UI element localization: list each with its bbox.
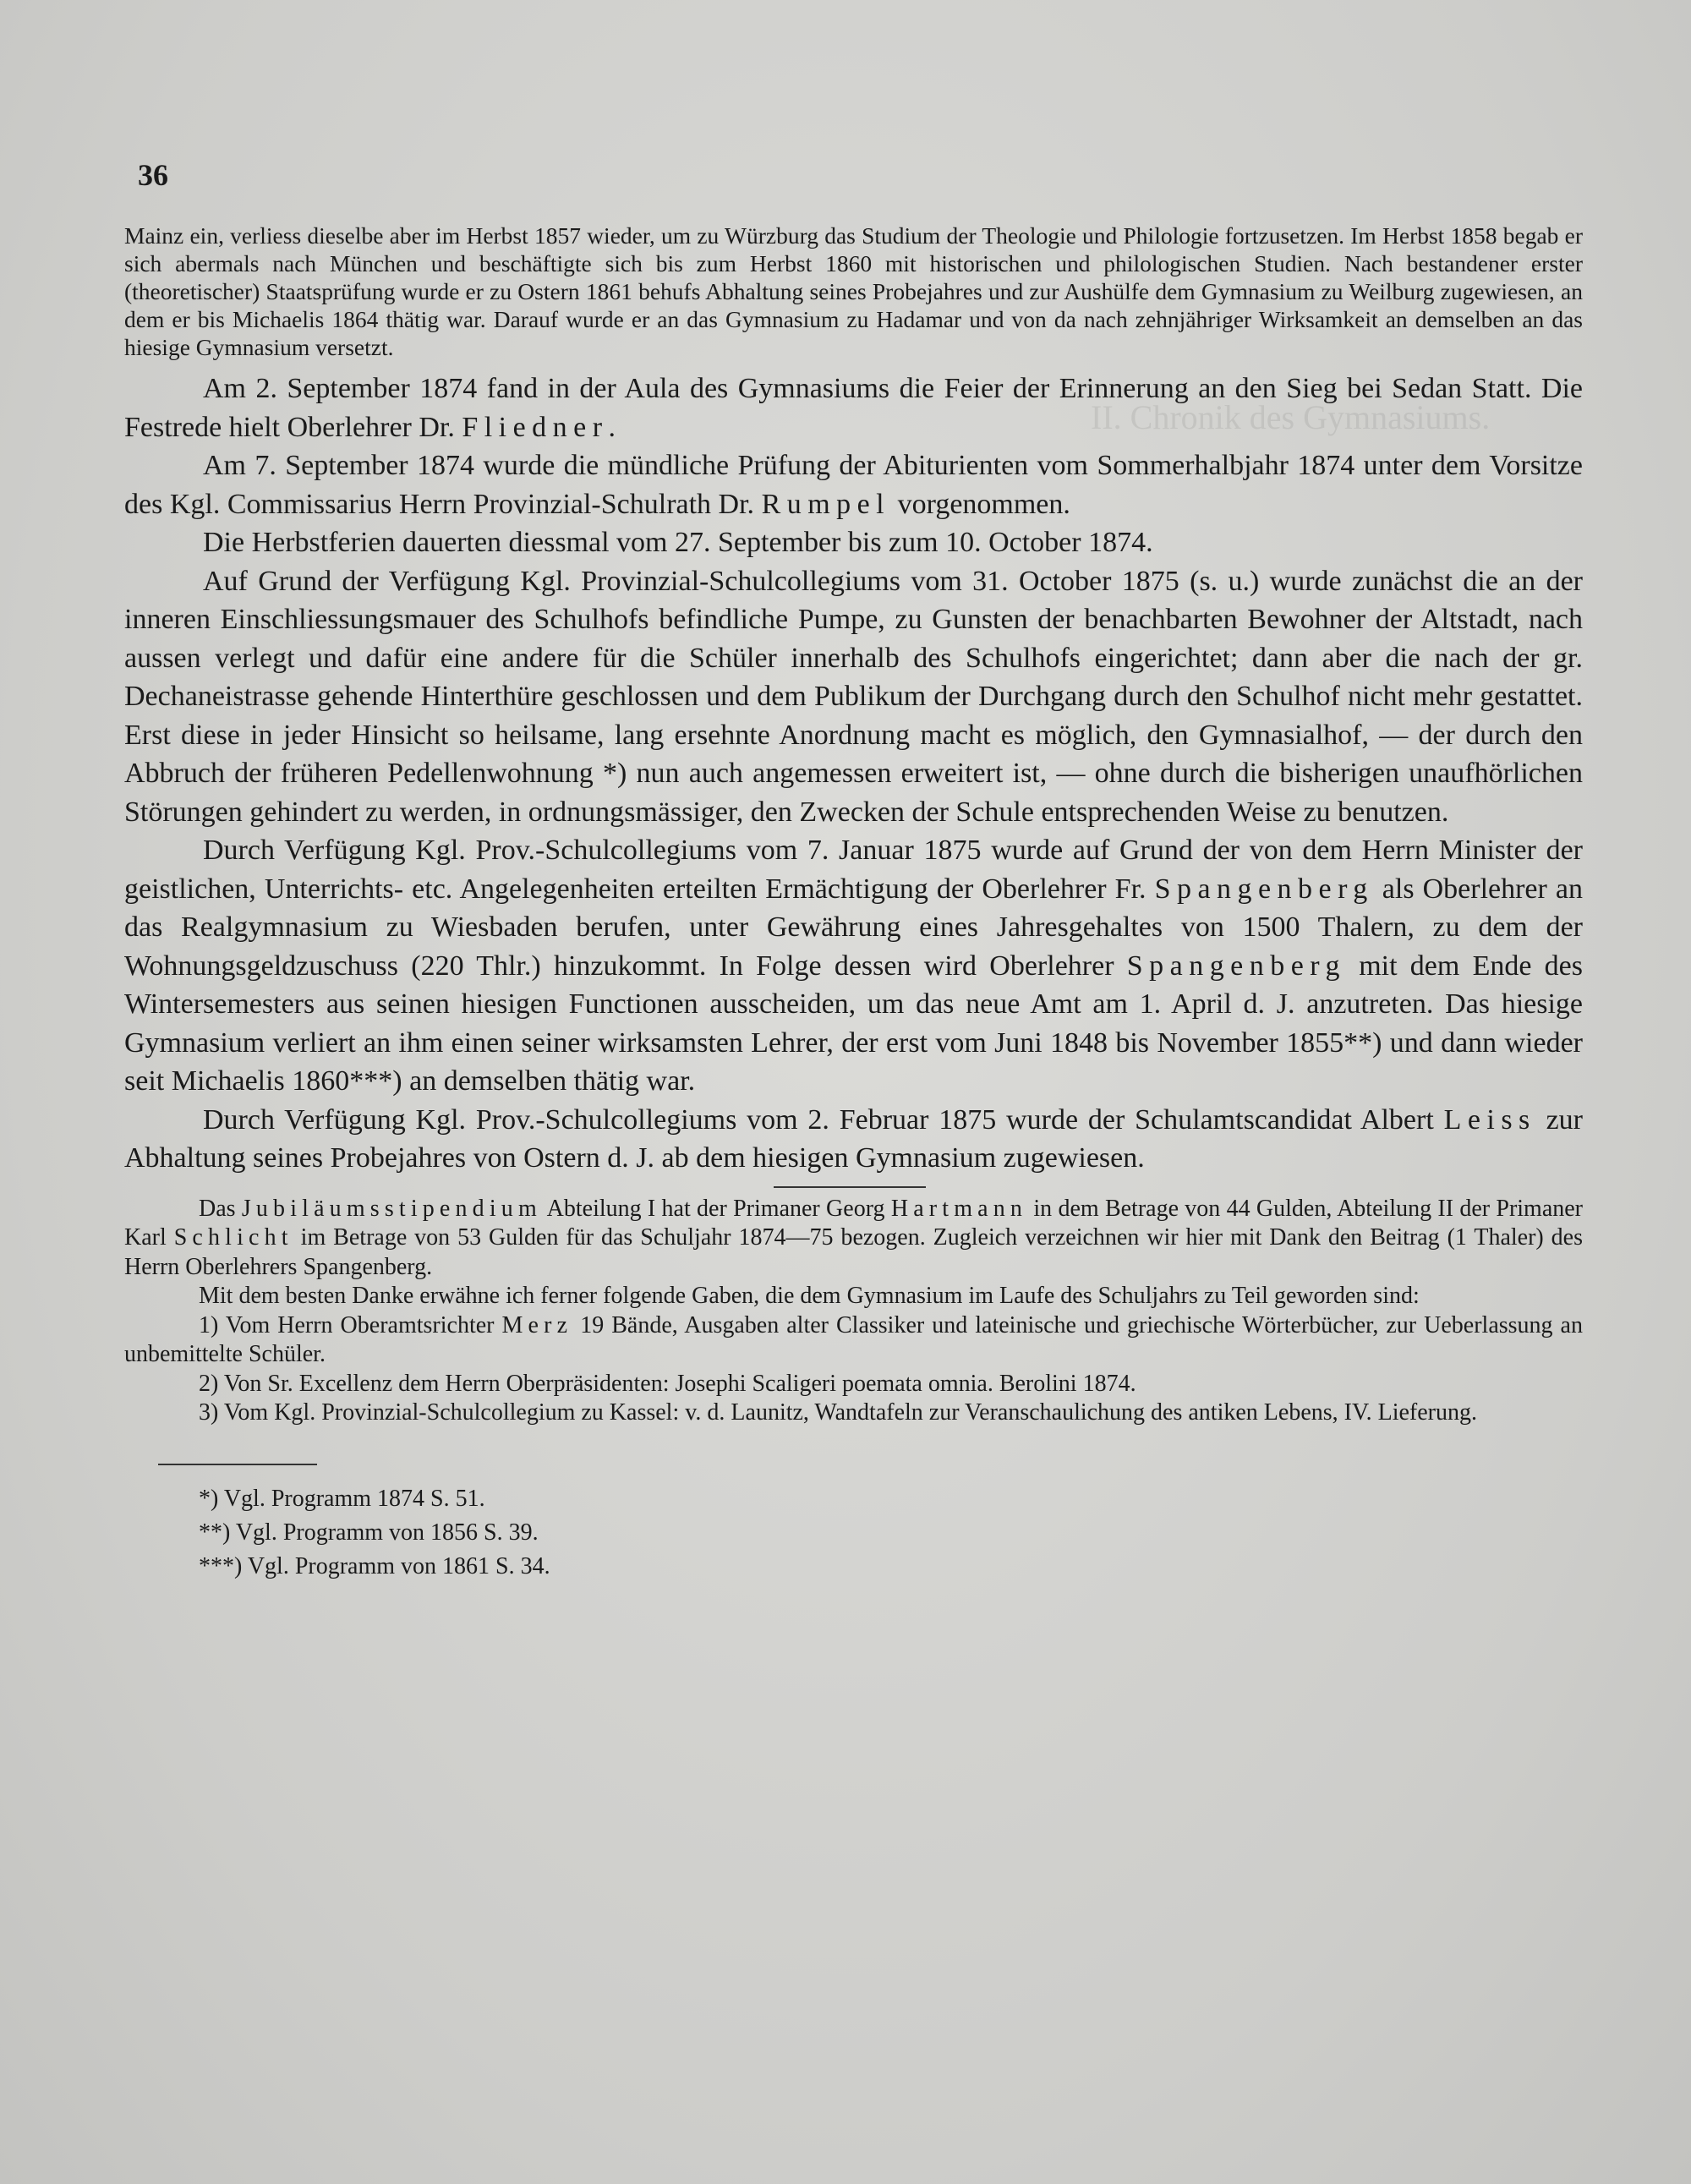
paragraph-leiss-appointment: Durch Verfügung Kgl. Prov.-Schulcollegiums vom 2. Februar 1875 wurde der Schulamtscandidat Albert Leiss zur Abhaltung seines Probejahres von Ostern d. J. ab dem hiesigen Gymnasium zugewiesen. — [124, 1103, 1583, 1174]
show-through-text: II. Chronik des Gymnasiums. — [1091, 398, 1491, 436]
person-name: Rumpel — [761, 488, 891, 520]
person-name: Schlicht — [173, 1224, 293, 1251]
footnote: **) Vgl. Programm von 1856 S. 39. — [199, 1519, 539, 1546]
paragraph-gifts-intro: Mit dem besten Danke erwähne ich ferner folgende Gaben, die dem Gymnasium im Laufe des Schuljahrs zu Teil geworden sind: — [199, 1283, 1420, 1309]
person-name: Spangenberg — [1126, 950, 1346, 982]
gift-item: 1) Vom Herrn Oberamtsrichter Merz 19 Bände, Ausgaben alter Classiker und lateinische und griechische Wörterbücher, zur Ueberlassung an unbemittelte Schüler. — [124, 1311, 1583, 1367]
paragraph-abitur-exam: Am 7. September 1874 wurde die mündliche Prüfung der Abiturienten vom Sommerhalbjahr 1874 unter dem Vorsitze des Kgl. Commissarius Herrn Provinzial-Schulrath Dr. Rumpel vorgenommen. — [124, 450, 1583, 520]
gift-item: 3) Vom Kgl. Provinzial-Schulcollegium zu Kassel: v. d. Launitz, Wandtafeln zur Veranschaulichung des antiken Lebens, IV. Lieferung. — [199, 1399, 1477, 1426]
footnote-rule — [158, 1464, 317, 1465]
person-name: Merz — [501, 1311, 573, 1338]
gift-item: 2) Von Sr. Excellenz dem Herrn Oberpräsidenten: Josephi Scaligeri poemata omnia. Berolini 1874. — [199, 1370, 1136, 1397]
person-name: Hartmann — [890, 1195, 1028, 1222]
continued-paragraph: Mainz ein, verliess dieselbe aber im Herbst 1857 wieder, um zu Würzburg das Studium der Theologie und Philologie fortzusetzen. Im Herbst 1858 begab er sich abermals nach München und beschäftigte sich bis zum Herbst 1860 mit historischen und philologischen Studien. Nach bestandener erster (theoretischer) Staatsprüfung wurde er zu Ostern 1861 behufs Abhaltung seines Probejahres und zur Aushülfe dem Gymnasium zu Weilburg zugewiesen, an dem er bis Michaelis 1864 thätig war. Darauf wurde er an das Gymnasium zu Hadamar und von da nach zehnjähriger Wirksamkeit an demselben an das hiesige Gymnasium versetzt. — [124, 222, 1583, 360]
paragraph-school-pump: Auf Grund der Verfügung Kgl. Provinzial-Schulcollegiums vom 31. October 1875 (s. u.) wurde zunächst die an der inneren Einschliessungsmauer des Schulhofs befindliche Pumpe, zu Gunsten der benachbarten Bewohner der Altstadt, nach aussen verlegt und dafür eine andere für die Schüler innerhalb des Schulhofs eingerichtet; dann aber die nach der gr. Dechaneistrasse gehende Hinterthüre geschlossen und dem Publikum der Durchgang durch den Schulhof nicht mehr gestattet. Erst diese in jeder Hinsicht so heilsame, lang ersehnte Anordnung macht es möglich, den Gymnasialhof, — der durch den Abbruch der früheren Pedellenwohnung *) nun auch angemessen erweitert ist, — ohne durch die bisherigen unaufhörlichen Störungen gehindert zu werden, in ordnungsmässiger, den Zwecken der Schule entsprechenden Weise zu benutzen. — [124, 565, 1583, 828]
paragraph-sedan-celebration: Am 2. September 1874 fand in der Aula des Gymnasiums die Feier der Erinnerung an den Sieg bei Sedan Statt. Die Festrede hielt Oberlehrer Dr. Fliedner. — [124, 373, 1583, 443]
footnote: ***) Vgl. Programm von 1861 S. 34. — [199, 1552, 550, 1579]
person-name: Spangenberg — [1154, 873, 1374, 905]
footnote: *) Vgl. Programm 1874 S. 51. — [199, 1485, 485, 1512]
paragraph-autumn-holidays: Die Herbstferien dauerten diessmal vom 27. September bis zum 10. October 1874. — [203, 527, 1153, 558]
divider-rule — [774, 1186, 926, 1188]
paragraph-spangenberg-transfer: Durch Verfügung Kgl. Prov.-Schulcollegiums vom 7. Januar 1875 wurde auf Grund der von dem Herrn Minister der geistlichen, Unterrichts- etc. Angelegenheiten erteilten Ermächtigung der Oberlehrer Fr. Spangenberg als Oberlehrer an das Realgymnasium zu Wiesbaden berufen, unter Gewährung eines Jahresgehaltes von 1500 Thalern, zu dem der Wohnungsgeldzuschuss (220 Thlr.) hinzukommt. In Folge dessen wird Oberlehrer Spangenberg mit dem Ende des Wintersemesters aus seinen hiesigen Functionen ausscheiden, um das neue Amt am 1. April d. J. anzutreten. Das hiesige Gymnasium verliert an ihm einen seiner wirksamsten Lehrer, der erst vom Juni 1848 bis November 1855**) und dann wieder seit Michaelis 1860***) an demselben thätig war. — [124, 835, 1583, 1097]
paragraph-jubilee-stipend: Das Jubiläumsstipendium Abteilung I hat der Primaner Georg Hartmann in dem Betrage von 44 Gulden, Abteilung II der Primaner Karl Schlicht im Betrage von 53 Gulden für das Schuljahr 1874—75 bezogen. Zugleich verzeichnen wir hier mit Dank den Beitrag (1 Thaler) des Herrn Oberlehrers Spangenberg. — [124, 1195, 1584, 1280]
person-name: Leiss — [1443, 1103, 1536, 1136]
person-name: Fliedner — [462, 411, 609, 443]
page-number: 36 — [138, 158, 168, 192]
page-body — [124, 222, 1583, 1584]
